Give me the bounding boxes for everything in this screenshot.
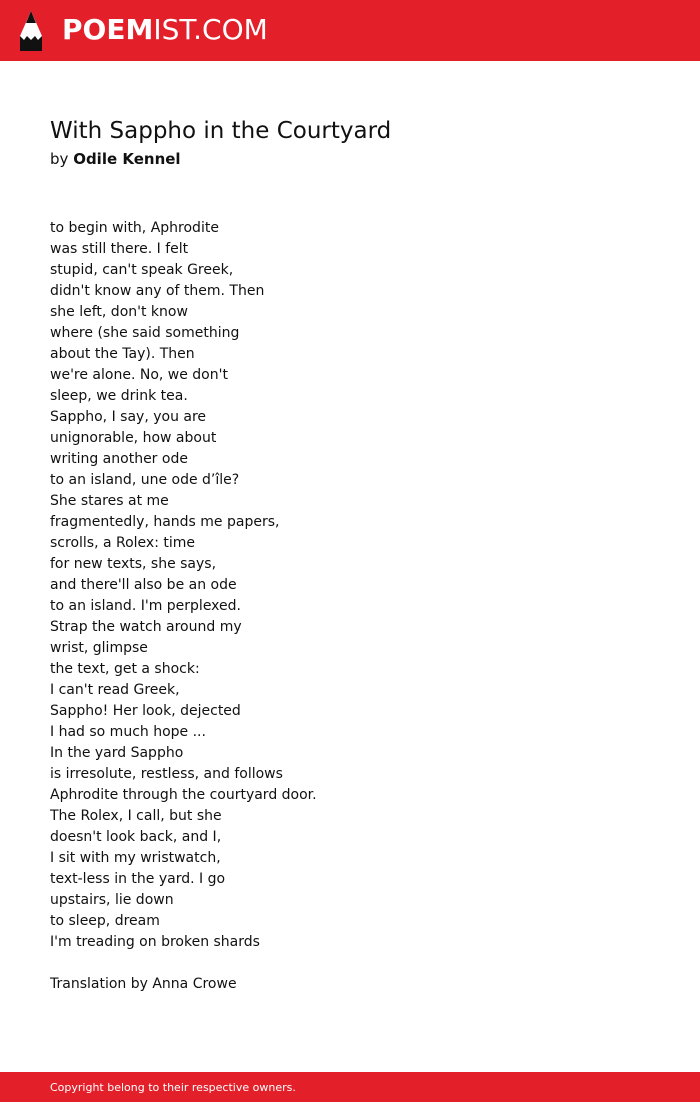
poem-body xyxy=(50,218,670,953)
poem-line: The Rolex, I call, but she xyxy=(50,808,222,824)
site-logo[interactable] xyxy=(62,12,268,48)
translation-credit: Translation by Anna Crowe xyxy=(50,976,237,992)
poem-line: She stares at me xyxy=(50,493,169,509)
poem-line: I sit with my wristwatch, xyxy=(50,850,221,866)
poem-line: where (she said something xyxy=(50,325,240,341)
poem-line: stupid, can't speak Greek, xyxy=(50,262,234,278)
poem-line: text-less in the yard. I go xyxy=(50,871,226,887)
poem-line: Aphrodite through the courtyard door. xyxy=(50,787,317,803)
poem-line: writing another ode xyxy=(50,451,188,467)
poem-line: and there'll also be an ode xyxy=(50,577,237,593)
logo-bold: POEM xyxy=(62,13,154,46)
author-name: Odile Kennel xyxy=(73,150,181,168)
poem-line: to begin with, Aphrodite xyxy=(50,220,219,236)
poem-line: In the yard Sappho xyxy=(50,745,184,761)
poem-line: for new texts, she says, xyxy=(50,556,217,572)
poem-line: sleep, we drink tea. xyxy=(50,388,188,404)
copyright-notice: Copyright belong to their respective owners. xyxy=(50,1081,296,1094)
poem-line: unignorable, how about xyxy=(50,430,217,446)
poem-line: was still there. I felt xyxy=(50,241,189,257)
poem-line: scrolls, a Rolex: time xyxy=(50,535,196,551)
poem-line: we're alone. No, we don't xyxy=(50,367,228,383)
poem-line: I'm treading on broken shards xyxy=(50,934,260,950)
logo-light: IST.COM xyxy=(153,13,268,46)
poem-line: about the Tay). Then xyxy=(50,346,195,362)
poem-line: fragmentedly, hands me papers, xyxy=(50,514,280,530)
poem-line: to an island, une ode d’île? xyxy=(50,472,240,488)
poem-title: With Sappho in the Courtyard xyxy=(50,118,392,144)
byline xyxy=(50,148,181,170)
poem-line: she left, don't know xyxy=(50,304,188,320)
poem-line: the text, get a shock: xyxy=(50,661,200,677)
poem-line: didn't know any of them. Then xyxy=(50,283,265,299)
pencil-tip-icon[interactable] xyxy=(18,10,44,52)
poem-line: I had so much hope ... xyxy=(50,724,206,740)
poem-line: I can't read Greek, xyxy=(50,682,180,698)
poem-line: upstairs, lie down xyxy=(50,892,174,908)
poem-line: Sappho, I say, you are xyxy=(50,409,207,425)
poem-line: doesn't look back, and I, xyxy=(50,829,222,845)
poem-line: Strap the watch around my xyxy=(50,619,242,635)
poem-line: to an island. I'm perplexed. xyxy=(50,598,241,614)
poem-line: wrist, glimpse xyxy=(50,640,148,656)
site-header xyxy=(0,0,700,61)
poem-line: is irresolute, restless, and follows xyxy=(50,766,283,782)
by-label: by xyxy=(50,150,69,168)
poem-line: to sleep, dream xyxy=(50,913,160,929)
site-footer xyxy=(0,1072,700,1102)
poem-line: Sappho! Her look, dejected xyxy=(50,703,241,719)
